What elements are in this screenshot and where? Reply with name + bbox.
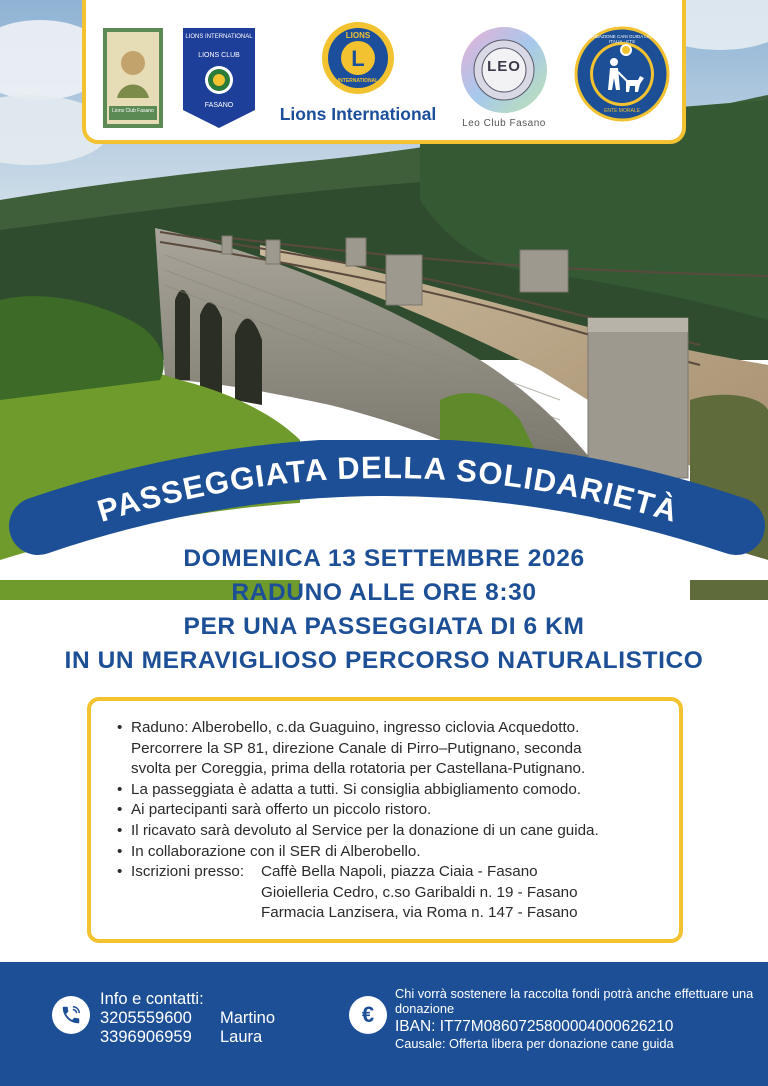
registration-place: Caffè Bella Napoli, piazza Ciaia - Fasano xyxy=(261,863,538,881)
collaboration-item: • In collaborazione con il SER di Alberobello. xyxy=(117,842,679,863)
donation-text: Chi vorrà sostenere la raccolta fondi potrà anche effettuare una donazione xyxy=(395,986,754,1016)
lions-emblem-bottom-text: INTERNATIONAL xyxy=(337,78,379,84)
refreshment-item: • Ai partecipanti sarà offerto un piccolo ristoro. xyxy=(117,800,679,821)
registration-place: Gioielleria Cedro, c.so Garibaldi n. 19 - Fasano xyxy=(261,883,578,901)
lions-club-fasano-pennant xyxy=(183,28,255,128)
registration-item xyxy=(117,862,679,924)
meeting-line: Percorrere la SP 81, direzione Canale di Pirro–Putignano, seconda xyxy=(131,739,582,757)
lions-international-wordmark: Lions International xyxy=(279,104,437,124)
pennant-bottom-text: FASANO xyxy=(204,102,234,109)
club-poster-logo xyxy=(103,28,163,128)
leo-club-wordmark: Leo Club Fasano xyxy=(462,118,546,129)
meeting-time: RADUNO ALLE ORE 8:30 xyxy=(231,579,537,606)
guide-dogs-bottom-text: ENTE MORALE xyxy=(604,108,640,114)
registration-place: Farmacia Lanzisera, via Roma n. 147 - Fasano xyxy=(261,904,578,922)
event-title: PASSEGGIATA DELLA SOLIDARIETÀ xyxy=(93,449,683,530)
event-date: DOMENICA 13 SETTEMBRE 2026 xyxy=(183,545,585,572)
leo-mark-text: LEO xyxy=(487,58,521,75)
svg-text:L: L xyxy=(351,46,365,71)
proceeds-item: • Il ricavato sarà devoluto al Service per la donazione di un cane guida. xyxy=(117,821,679,842)
walk-distance: PER UNA PASSEGGIATA DI 6 KM xyxy=(183,613,585,640)
contacts-title: Info e contatti: xyxy=(100,990,204,1008)
meeting-line: svolta per Coreggia, prima della rotatoria per Castellana-Putignano. xyxy=(131,760,586,778)
event-details-list xyxy=(117,718,679,924)
donation-causale: Causale: Offerta libera per donazione cane guida xyxy=(395,1036,674,1051)
euro-icon: € xyxy=(349,996,387,1034)
phone-icon xyxy=(52,996,90,1034)
registration-label: • Iscrizioni presso: xyxy=(131,863,245,881)
sponsor-logo-bar xyxy=(82,0,686,144)
club-poster-caption: Lions Club Fasano xyxy=(112,108,154,114)
pennant-middle-text: LIONS CLUB xyxy=(198,52,240,59)
contact-name: Martino xyxy=(220,1009,276,1027)
leo-club-fasano-logo xyxy=(456,28,552,128)
event-headlines xyxy=(0,542,768,678)
donation-block xyxy=(395,986,755,1051)
contact-row xyxy=(100,1028,275,1047)
contact-phone[interactable]: 3396906959 xyxy=(100,1028,192,1046)
guide-dogs-ring-text: FONDAZIONE CANI GUIDA LIONS ITALIA - ETS xyxy=(586,34,658,44)
registration-places xyxy=(261,862,578,924)
suitability-item: • La passeggiata è adatta a tutti. Si consiglia abbigliamento comodo. xyxy=(117,780,679,801)
meeting-point-item xyxy=(117,718,679,780)
lions-emblem-top-text: LIONS xyxy=(345,31,371,40)
contacts-footer xyxy=(0,962,768,1086)
contact-name: Laura xyxy=(220,1028,263,1046)
contact-phone[interactable]: 3205559600 xyxy=(100,1009,192,1027)
guide-dogs-foundation-logo xyxy=(574,28,670,128)
pennant-top-text: LIONS INTERNATIONAL xyxy=(185,34,253,40)
contact-row xyxy=(100,1009,275,1028)
event-details-box xyxy=(87,697,683,943)
iban: IBAN: IT77M0860725800004000626210 xyxy=(395,1018,674,1035)
lions-international-logo xyxy=(276,20,440,130)
contacts-block xyxy=(100,990,275,1047)
meeting-line: • Raduno: Alberobello, c.da Guaguino, ingresso ciclovia Acquedotto. xyxy=(131,719,580,736)
route-description: IN UN MERAVIGLIOSO PERCORSO NATURALISTICO xyxy=(64,647,704,674)
